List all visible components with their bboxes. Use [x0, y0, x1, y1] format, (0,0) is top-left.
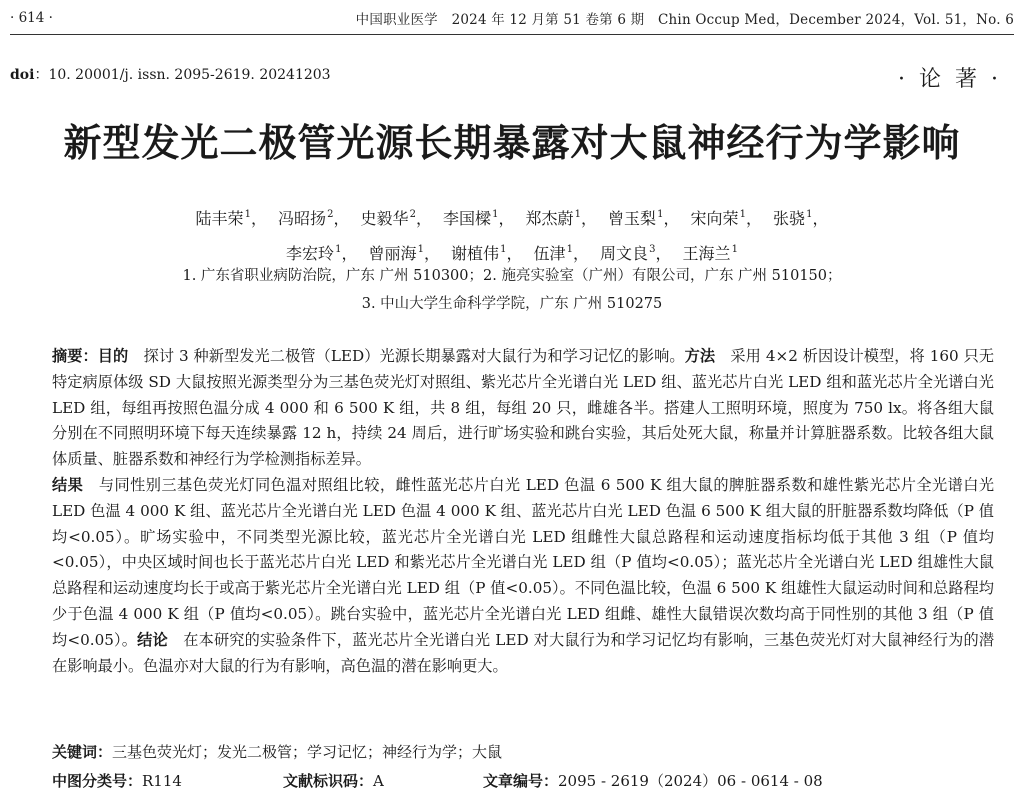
author: 王海兰$^1$: [682, 244, 738, 263]
article-number: 文章编号：2095 - 2619（2024）06 - 0614 - 08: [483, 772, 823, 790]
author: 李宏玲$^1$，: [286, 244, 358, 263]
page-number: · 614 ·: [10, 10, 53, 26]
results-text: 与同性别三基色荧光灯同色温对照组比较，雌性蓝光芯片白光 LED 色温 6 500 K 组大鼠的脾脏器系数和雄性紫光芯片全光谱白光 LED 色温 4 000 K 组、蓝光芯片全光谱白光 LED 色温 4 000 K 组、蓝光芯片白光 LED 色温 6 500 K 组大鼠的肝脏器系数均降低（P 值均<0.05）。旷场实验中，不同类型光源比较，蓝光芯片全光谱白光 LED 组雌性大鼠总路程和运动速度指标均低于其他 3 组（P 值均<0.05），中央区域时间也长于蓝光芯片白光 LED 和紫光芯片全光谱白光 LED 组（P 值均<0.05）；蓝光芯片全光谱白光 LED 组雄性大鼠总路程和运动速度均长于或高于紫光芯片全光谱白光 LED 组（P 值<0.05）。不同色温比较，色温 6 500 K 组雄性大鼠运动时间和总路程均少于色温 4 000 K 组（P 值均<0.05）。跳台实验中，蓝光芯片全光谱白光 LED 组雌、雄性大鼠错误次数均高于同性别的其他 3 组（P 值均<0.05）。: [52, 475, 995, 649]
author: 郑杰蔚$^1$，: [525, 209, 597, 228]
author: 冯昭扬$^2$，: [278, 209, 350, 228]
document-code: 文献标识码：A: [283, 772, 384, 790]
affiliation-line: 1. 广东省职业病防治院，广东 广州 510300；2. 施亮实验室（广州）有限公司，广东 广州 510150；: [182, 268, 842, 284]
keywords-value: 三基色荧光灯；发光二极管；学习记忆；神经行为学；大鼠: [112, 743, 503, 761]
keywords-label: 关键词：: [52, 743, 113, 761]
author: 曾玉梨$^1$，: [608, 209, 680, 228]
objective-label: 目的: [97, 347, 129, 365]
author: 张骁$^1$，: [773, 209, 829, 228]
doi-line: doi：10. 20001/j. issn. 2095-2619. 20241203: [10, 67, 331, 83]
article-title: 新型发光二极管光源长期暴露对大鼠神经行为学影响: [63, 121, 961, 165]
affiliations: [60, 262, 964, 318]
author: 谢植伟$^1$，: [451, 244, 523, 263]
abstract: [52, 344, 994, 679]
methods-text: 采用 4×2 析因设计模型，将 160 只无特定病原体级 SD 大鼠按照光源类型分为三基色荧光灯对照组、紫光芯片全光谱白光 LED 组、蓝光芯片白光 LED 组和蓝光芯片全光谱白光 LED 组，每组再按照色温分成 4 000 和 6 500 K 组，共 8 组，每组 20 只，雌雄各半。搭建人工照明环境，照度为 750 lx。将各组大鼠分别在不同照明环境下每天连续暴露 12 h，持续 24 周后，进行旷场实验和跳台实验，其后处死大鼠，称量并计算脏器系数。比较各组大鼠体质量、脏器系数和神经行为学检测指标差异。: [52, 347, 995, 469]
header-rule: [10, 34, 1014, 35]
author: 伍津$^1$，: [533, 244, 589, 263]
objective-text: 探讨 3 种新型发光二极管（LED）光源长期暴露对大鼠行为和学习记忆的影响。: [143, 347, 685, 365]
methods-label: 方法: [684, 347, 716, 365]
running-header: [10, 6, 1014, 30]
author: 史毅华$^2$，: [360, 209, 432, 228]
author: 曾丽海$^1$，: [368, 244, 440, 263]
journal-running-head: 中国职业医学 2024 年 12 月第 51 卷第 6 期 Chin Occup Med，December 2024，Vol. 51，No. 6: [355, 12, 1014, 28]
keywords-line: [52, 741, 502, 762]
doi-label: doi: [10, 67, 35, 83]
conclusion-text: 在本研究的实验条件下，蓝光芯片全光谱白光 LED 对大鼠行为和学习记忆均有影响，三基色荧光灯对大鼠神经行为的潜在影响最小。色温亦对大鼠的行为有影响，高色温的潜在影响更大。: [52, 630, 995, 675]
affiliation-line: 3. 中山大学生命科学学院，广东 广州 510275: [361, 296, 663, 312]
column-tag: ·论著·: [898, 67, 1012, 92]
clc-number: 中图分类号：R114: [52, 772, 182, 790]
results-label: 结果: [52, 475, 84, 494]
author-list: [60, 199, 964, 269]
author: 宋向荣$^1$，: [690, 209, 762, 228]
author: 陆丰荣$^1$，: [195, 209, 267, 228]
author: 李国樑$^1$，: [443, 209, 515, 228]
abstract-label: 摘要：: [52, 347, 98, 365]
conclusion-label: 结论: [137, 630, 168, 649]
author: 周文良$^3$，: [600, 244, 672, 263]
doi-value[interactable]: 10. 20001/j. issn. 2095-2619. 20241203: [48, 67, 331, 83]
